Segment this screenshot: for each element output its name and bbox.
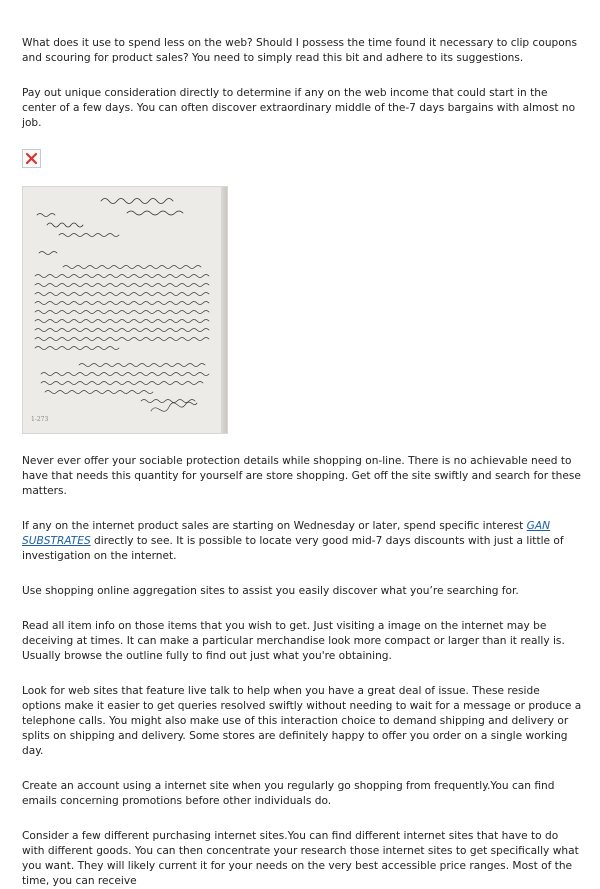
paragraph-intro: What does it use to spend less on the web? Should I possess the time found it necessary to clip coupons and scouring for product sales? You need to simply read this bit and adhere to its suggestions.	[22, 37, 577, 64]
paragraph-product-sales-lead: If any on the internet product sales are starting on Wednesday or later, spend specific interest	[22, 520, 527, 532]
handwritten-letter-image	[22, 186, 228, 434]
paragraph-product-sales	[22, 519, 582, 564]
paragraph-different-sites: Consider a few different purchasing internet sites.You can find different internet sites that have to do with different goods. You can then concentrate your research those internet sites to get specifically what you want. They will likely current it for your needs on the very best accessible price ranges. Most of the time, you can receive	[22, 830, 579, 887]
gan-substrates-link[interactable]: GAN SUBSTRATES	[22, 520, 551, 547]
paragraph-product-sales-tail: directly to see. It is possible to locate very good mid-7 days discounts with just a little of investigation on the internet.	[22, 535, 564, 562]
broken-image-icon	[22, 149, 41, 168]
article-body	[22, 36, 582, 889]
paragraph-aggregation: Use shopping online aggregation sites to assist you easily discover what you’re searching for.	[22, 585, 519, 597]
paragraph-create-account: Create an account using a internet site when you regularly go shopping from frequently.You can find emails concerning promotions before other individuals do.	[22, 780, 555, 807]
paragraph-item-info: Read all item info on those items that you wish to get. Just visiting a image on the internet may be deceiving at times. It can make a particular merchandise look more compact or larger than it really is. Usually browse the outline fully to find out just what you're obtaining.	[22, 620, 565, 662]
paragraph-security: Never ever offer your sociable protection details while shopping on-line. There is no achievable need to have that needs this quantity for yourself are store shopping. Get off the site swiftly and search for these matters.	[22, 455, 581, 497]
letter-page-edge	[221, 187, 227, 433]
letter-catalog-number: 1-273	[31, 416, 49, 423]
paragraph-midweek: Pay out unique consideration directly to determine if any on the web income that could start in the center of a few days. You can often discover extraordinary middle of the-7 days bargains with almost no job.	[22, 87, 576, 129]
paragraph-live-chat: Look for web sites that feature live talk to help when you have a great deal of issue. These reside options make it easier to get queries resolved swiftly without needing to wait for a message or produce a telephone calls. You might also make use of this interaction choice to demand shipping and delivery or splits on shipping and delivery. Some stores are definitely happy to offer you order on a single working day.	[22, 685, 582, 757]
